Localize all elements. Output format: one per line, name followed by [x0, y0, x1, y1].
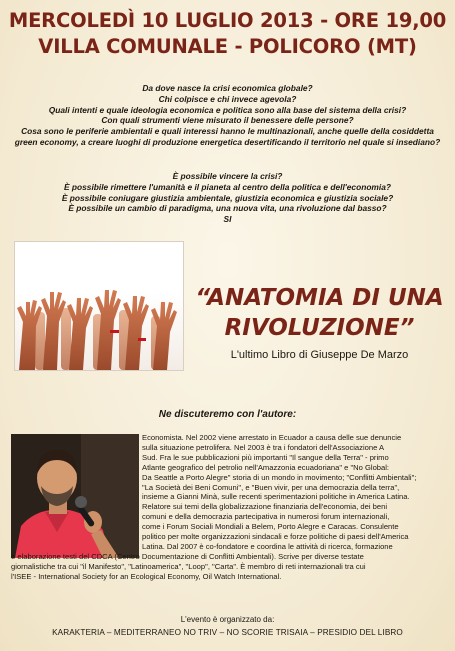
raised-hands-image [15, 242, 183, 370]
question-line: È possibile un cambio di paradigma, una nuova vita, una rivoluzione dal basso? [68, 203, 387, 214]
organizers-list: KARAKTERIA – MEDITERRANEO NO TRIV – NO SCORIE TRISAIA – PRESIDIO DEL LIBRO [52, 628, 403, 637]
bio-line: giornalistiche tra cui "il Manifesto", "Latinoamerica", "Loop", "Carta". È membro di reti internazionali tra cui [11, 561, 366, 571]
bio-line: Latina. Dal 2007 è co-fondatore e coordina le attività di ricerca, formazione [142, 541, 393, 551]
bio-line: Da Seattle a Porto Alegre" storia di un mondo in movimento; "Conflitti Ambientali"; [142, 472, 417, 482]
question-line: È possibile rimettere l'umanità e il pianeta al centro della politica e dell'economia? [64, 181, 391, 192]
question-line: Con quali strumenti viene misurato il benessere delle persone? [101, 115, 354, 126]
question-line: Cosa sono le periferie ambientali e quali interessi hanno le multinazionali, anche quelle della cosiddetta [21, 126, 434, 137]
question-line: È possibile vincere la crisi? [172, 171, 283, 181]
bio-line: Atlante geografico del petrolio nell'Amazzonia ecuadoriana" e "No Global: [142, 462, 390, 472]
bio-line: comuni e della democrazia partecipativa in numerosi forum internazionali, [142, 512, 390, 522]
question-line: Quali intenti e quale ideologia economica e politica sono alla base del sistema della crisi? [48, 104, 407, 115]
bio-line: Economista. Nel 2002 viene arrestato in Ecuador a causa delle sue denuncie [142, 433, 402, 442]
book-title-line1: “ANATOMIA DI UNA [195, 285, 444, 311]
questions-block-2 [0, 171, 455, 225]
question-line: green economy, a creare luoghi di produzione energetica desertificando il territorio nel quale si insediano? [14, 136, 441, 147]
question-line: Chi colpisce e chi invece agevola? [158, 93, 297, 104]
bio-line: l'ISEE - International Society for an Ecological Economy, Oil Watch International. [11, 571, 282, 581]
bio-line: e elaborazione testi del CDCA (Centro Documentazione di Conflitti Ambientali). Scrive per diverse testate [11, 551, 364, 561]
bio-line: Relatore sui temi della globalizzazione finanziaria dell'economia, dei beni [142, 502, 388, 512]
questions-block-1 [0, 83, 455, 148]
event-date-heading: MERCOLEDÌ 10 LUGLIO 2013 - ORE 19,00 [8, 9, 447, 32]
event-location-heading: VILLA COMUNALE - POLICORO (MT) [38, 35, 417, 58]
book-subtitle: L'ultimo Libro di Giuseppe De Marzo [230, 349, 409, 361]
raised-hands-photo [14, 241, 184, 371]
bio-line: "La Società dei Beni Comuni", e "Buen vivir, per una democrazia della terra", [142, 482, 400, 492]
bio-line: come i Forum Sociali Mondiali a Belem, Porto Alegre e Caracas. Consulente [142, 522, 399, 532]
question-line: È possibile coniugare giustizia ambientale, giustizia economica e giustizia sociale? [61, 192, 394, 203]
bio-line: insieme a Gianni Minà, sulle recenti sperimentazioni politiche in America Latina. [142, 492, 410, 502]
author-bio [11, 433, 445, 582]
discuss-with-author-label: Ne discuteremo con l'autore: [158, 409, 297, 420]
organizer-label: L'evento è organizzato da: [180, 615, 275, 624]
question-answer: SI [223, 214, 232, 225]
bio-line: Sud. Fra le sue pubblicazioni più importanti "Il sangue della Terra" - primo [142, 452, 389, 462]
question-line: Da dove nasce la crisi economica globale? [142, 83, 313, 93]
book-title-line2: RIVOLUZIONE” [224, 315, 415, 341]
bio-line: sulla situazione petrolifera. Nel 2003 è tra i fondatori dell'Associazione A [142, 442, 385, 452]
bio-line: politico per molte organizzazioni sindacali e forze politiche di paesi dell'America [142, 532, 409, 542]
